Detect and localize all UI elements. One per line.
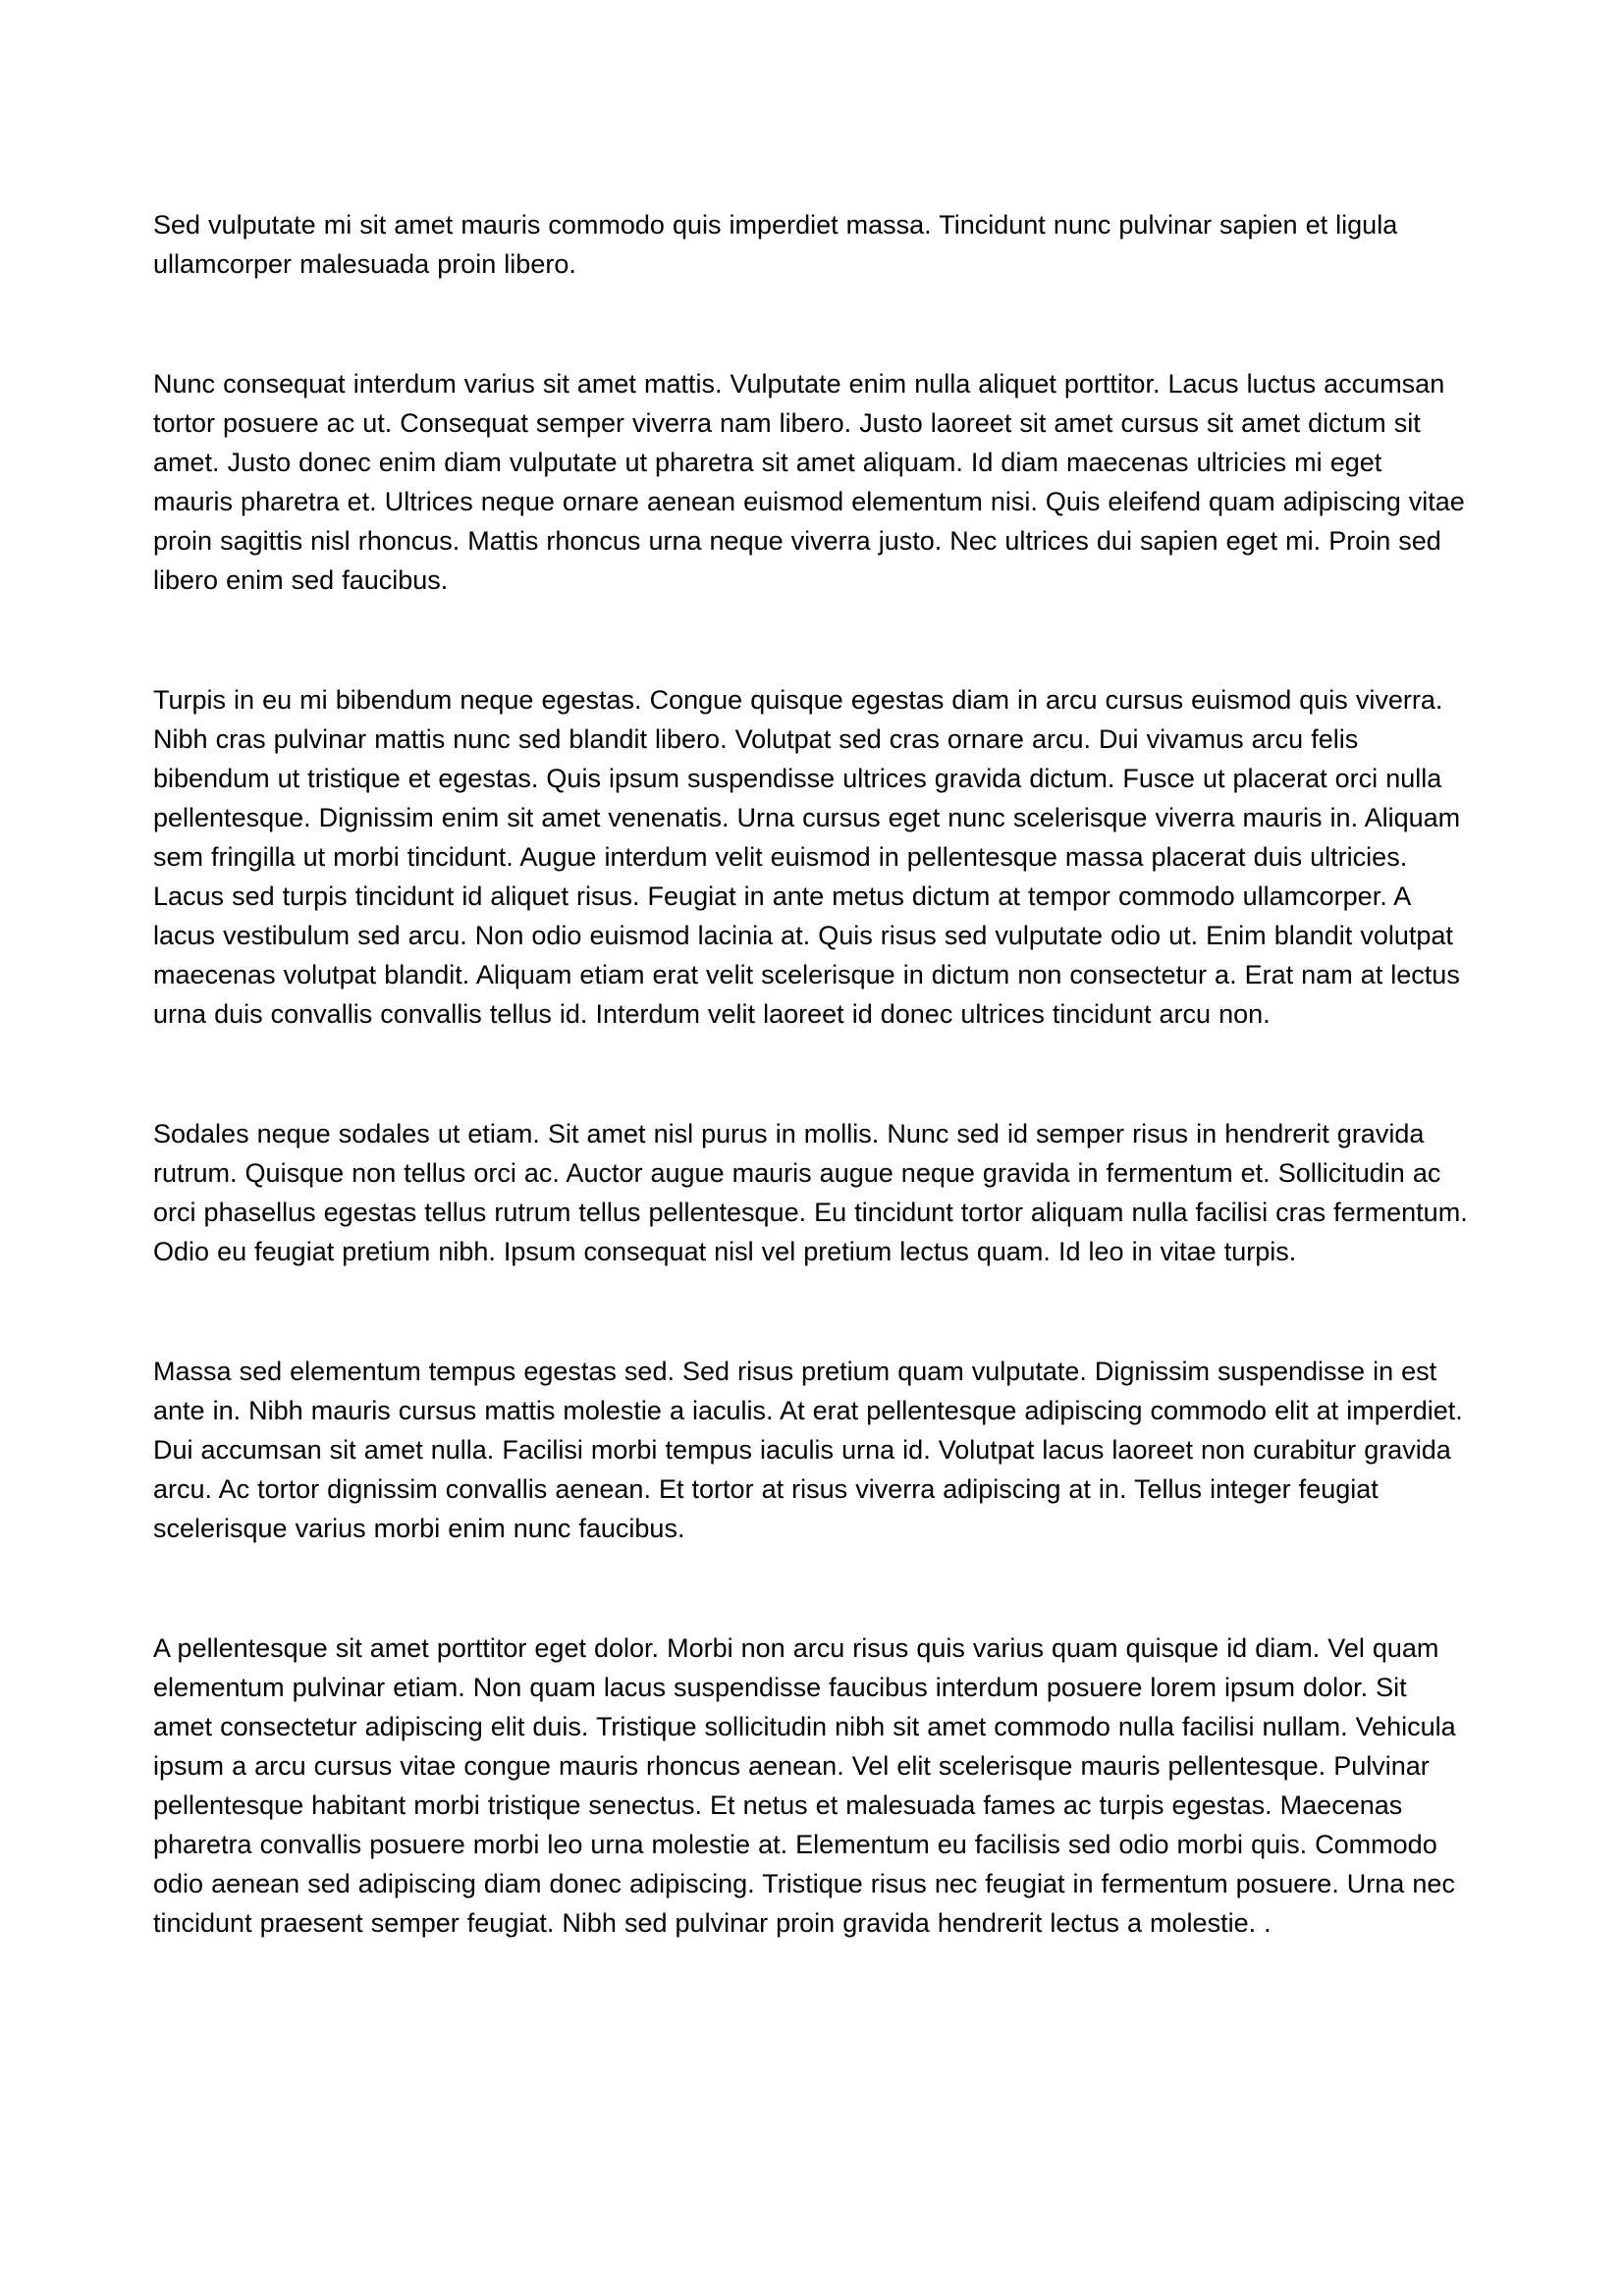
paragraph: Turpis in eu mi bibendum neque egestas. Congue quisque egestas diam in arcu cursus euismod quis viverra. Nibh cras pulvinar mattis nunc sed blandit libero. Volutpat sed cras ornare arcu. Dui vivamus arcu felis bibendum ut tristique et egestas. Quis ipsum suspendisse ultrices gravida dictum. Fusce ut placerat orci nulla pellentesque. Dignissim enim sit amet venenatis. Urna cursus eget nunc scelerisque viverra mauris in. Aliquam sem fringilla ut morbi tincidunt. Augue interdum velit euismod in pellentesque massa placerat duis ultricies. Lacus sed turpis tincidunt id aliquet risus. Feugiat in ante metus dictum at tempor commodo ullamcorper. A lacus vestibulum sed arcu. Non odio euismod lacinia at. Quis risus sed vulputate odio ut. Enim blandit volutpat maecenas volutpat blandit. Aliquam etiam erat velit scelerisque in dictum non consectetur a. Erat nam at lectus urna duis convallis convallis tellus id. Interdum velit laoreet id donec ultrices tincidunt arcu non. — [153, 685, 1461, 1029]
paragraph: Sed vulputate mi sit amet mauris commodo quis imperdiet massa. Tincidunt nunc pulvinar sapien et ligula ullamcorper malesuada proin libero. — [153, 210, 1398, 279]
paragraph: Sodales neque sodales ut etiam. Sit amet nisl purus in mollis. Nunc sed id semper risus in hendrerit gravida rutrum. Quisque non tellus orci ac. Auctor augue mauris augue neque gravida in fermentum et. Sollicitudin ac orci phasellus egestas tellus rutrum tellus pellentesque. Eu tincidunt tortor aliquam nulla facilisi cras fermentum. Odio eu feugiat pretium nibh. Ipsum consequat nisl vel pretium lectus quam. Id leo in vitae turpis. — [153, 1119, 1468, 1266]
paragraph: Nunc consequat interdum varius sit amet mattis. Vulputate enim nulla aliquet porttitor. Lacus luctus accumsan tortor posuere ac ut. Consequat semper viverra nam libero. Justo laoreet sit amet cursus sit amet dictum sit amet. Justo donec enim diam vulputate ut pharetra sit amet aliquam. Id diam maecenas ultricies mi eget mauris pharetra et. Ultrices neque ornare aenean euismod elementum nisi. Quis eleifend quam adipiscing vitae proin sagittis nisl rhoncus. Mattis rhoncus urna neque viverra justo. Nec ultrices dui sapien eget mi. Proin sed libero enim sed faucibus. — [153, 369, 1465, 595]
paragraph: Massa sed elementum tempus egestas sed. Sed risus pretium quam vulputate. Dignissim suspendisse in est ante in. Nibh mauris cursus mattis molestie a iaculis. At erat pellentesque adipiscing commodo elit at imperdiet. Dui accumsan sit amet nulla. Facilisi morbi tempus iaculis urna id. Volutpat lacus laoreet non curabitur gravida arcu. Ac tortor dignissim convallis aenean. Et tortor at risus viverra adipiscing at in. Tellus integer feugiat scelerisque varius morbi enim nunc faucibus. — [153, 1357, 1463, 1543]
paragraph: A pellentesque sit amet porttitor eget dolor. Morbi non arcu risus quis varius quam quisque id diam. Vel quam elementum pulvinar etiam. Non quam lacus suspendisse faucibus interdum posuere lorem ipsum dolor. Sit amet consectetur adipiscing elit duis. Tristique sollicitudin nibh sit amet commodo nulla facilisi nullam. Vehicula ipsum a arcu cursus vitae congue mauris rhoncus aenean. Vel elit scelerisque mauris pellentesque. Pulvinar pellentesque habitant morbi tristique senectus. Et netus et malesuada fames ac turpis egestas. Maecenas pharetra convallis posuere morbi leo urna molestie at. Elementum eu facilisis sed odio morbi quis. Commodo odio aenean sed adipiscing diam donec adipiscing. Tristique risus nec feugiat in fermentum posuere. Urna nec tincidunt praesent semper feugiat. Nibh sed pulvinar proin gravida hendrerit lectus a molestie. . — [153, 1633, 1456, 1938]
